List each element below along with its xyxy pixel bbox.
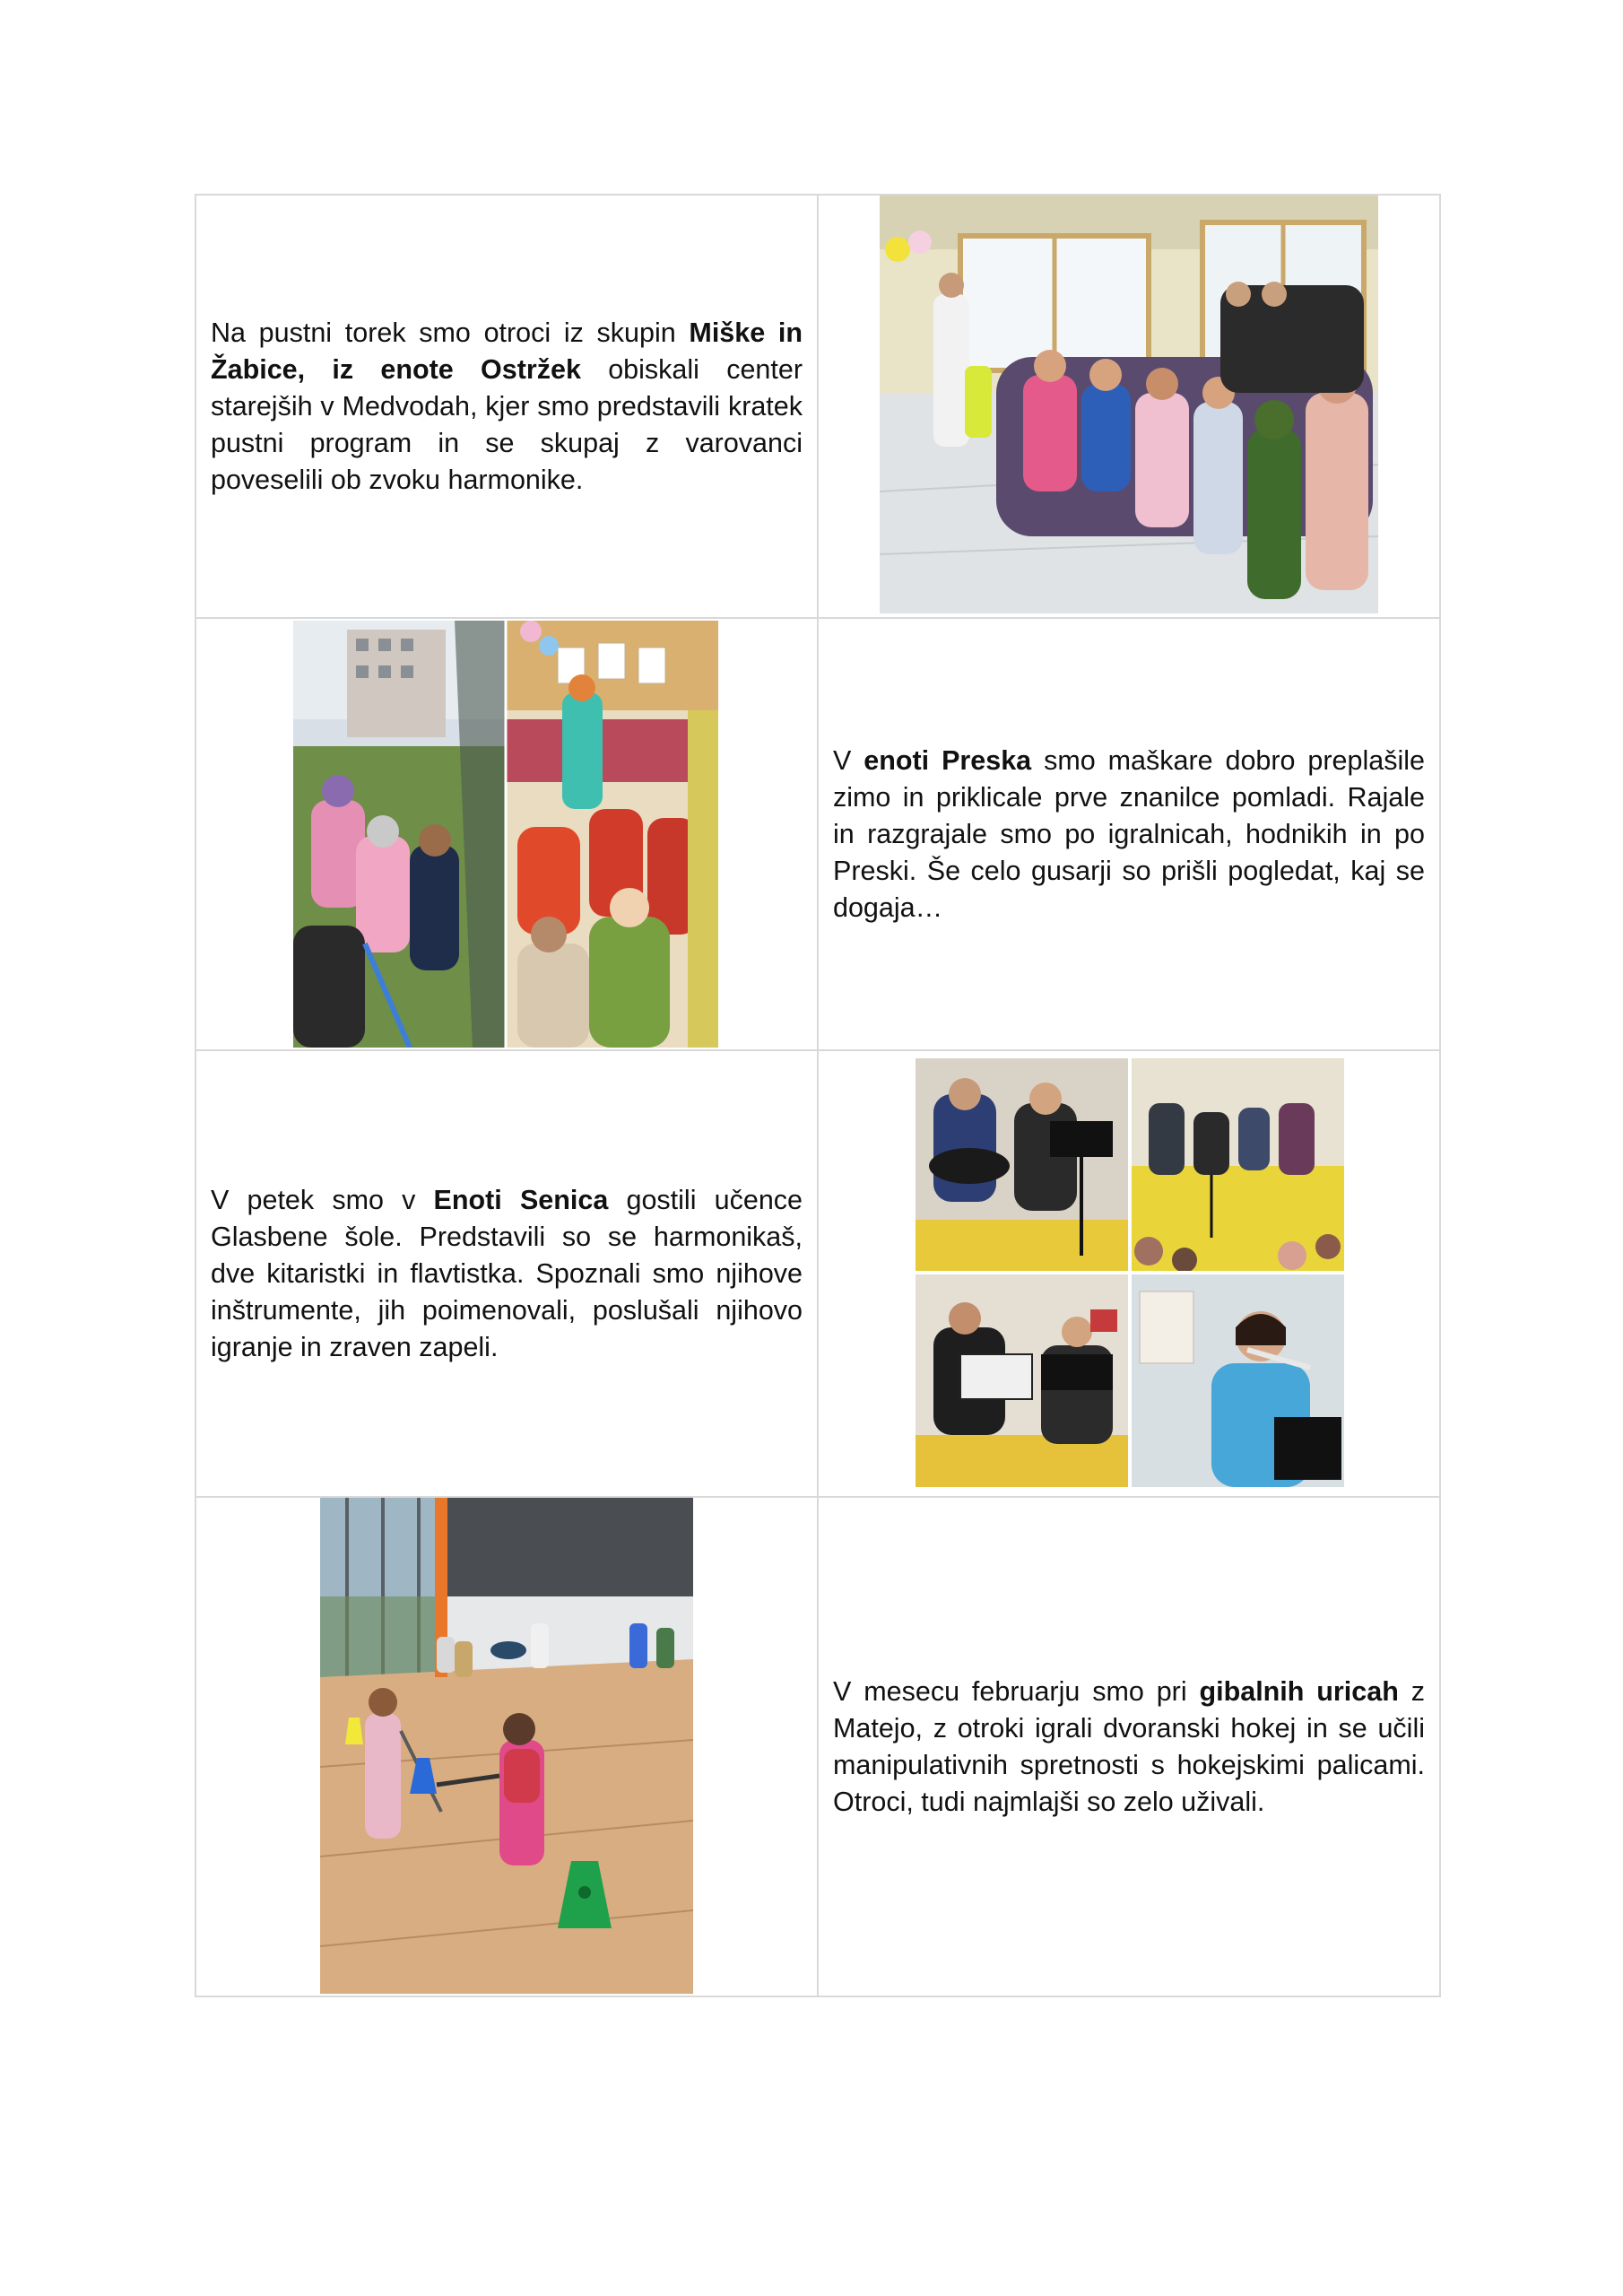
photo-cell [818,1050,1440,1497]
table-row [195,1050,1440,1497]
text-span: z Matejo, z otroki igrali dvoranski hokej in se učili manipulativnih spretnosti s hokejskimi palicami. Otroci, tudi najmlajši so zelo uživali. [833,1675,1425,1817]
preska-carnival-collage [293,621,718,1048]
photo-cell [195,618,818,1050]
music-school-collage [916,1058,1344,1487]
text-cell [195,1050,818,1497]
table-row [195,618,1440,1050]
text-span: obiskali center starejših v Medvodah, kjer smo predstavili kratek pustni program in se skupaj z varovanci poveselili ob zvoku harmonike. [211,353,803,495]
photo-cell [818,195,1440,618]
table-row [195,1497,1440,1996]
bold-text: Enoti Senica [433,1184,609,1215]
carnival-visit-photo [880,196,1378,613]
paragraph-senica [211,1182,803,1366]
bold-text: gibalnih uricah [1199,1675,1399,1707]
paragraph-preska [833,743,1425,926]
bold-text: Miške in Žabice, iz enote Ostržek [211,317,803,385]
text-cell [818,618,1440,1050]
bold-text: enoti Preska [864,744,1032,776]
text-span: Na pustni torek smo otroci iz skupin [211,317,690,348]
text-span: V mesecu februarju smo pri [833,1675,1200,1707]
photo-cell [195,1497,818,1996]
text-cell [818,1497,1440,1996]
text-span: V petek smo v [211,1184,434,1215]
paragraph-hockey [833,1674,1425,1821]
text-cell [195,195,818,618]
indoor-hockey-photo [320,1498,693,1994]
text-span: gostili učence Glasbene šole. Predstavili so se harmonikaš, dve kitaristki in flavtistka. Spoznali smo njihove inštrumente, jih poimenovali, poslušali njihovo igranje in zraven zapeli. [211,1184,803,1362]
paragraph-ostrzek [211,315,803,499]
text-span: V [833,744,864,776]
table-row [195,195,1440,618]
content-table [195,194,1441,1997]
text-span: smo maškare dobro preplašile zimo in priklicale prve znanilce pomladi. Rajale in razgrajale smo po igralnicah, hodnikih in po Preski. Še celo gusarji so prišli pogledat, kaj se dogaja… [833,744,1425,923]
